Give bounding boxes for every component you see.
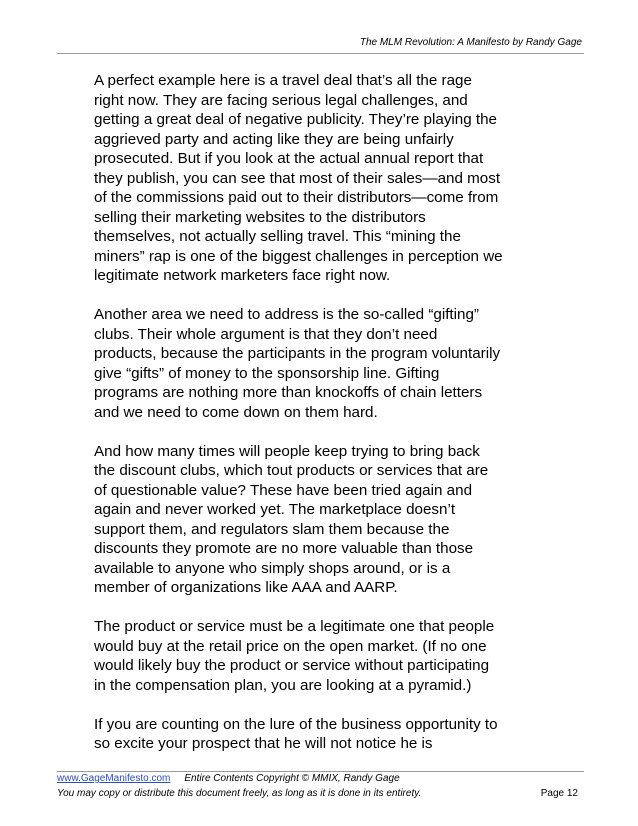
text-line: legitimate network marketers face right now. — [94, 267, 391, 284]
footer-top-line — [57, 773, 400, 784]
text-line: would likely buy the product or service without participating — [94, 657, 490, 674]
text-line: in the compensation plan, you are looking at a pyramid.) — [94, 676, 472, 694]
text-line: so excite your prospect that he will not notice he is — [94, 735, 433, 752]
text-line: themselves, not actually selling travel. This “mining the — [94, 228, 461, 245]
text-line: A perfect example here is a travel deal that’s all the rage — [94, 72, 472, 89]
distribution-notice: You may copy or distribute this document freely, as long as it is done in its entirety. — [57, 788, 422, 799]
text-line: they publish, you can see that most of their sales—and most — [94, 169, 501, 187]
text-line: miners” rap is one of the biggest challenges in perception we — [94, 247, 503, 265]
text-line: products, because the participants in the program voluntarily — [94, 345, 501, 362]
text-line: getting a great deal of negative publicity. They’re playing the — [94, 111, 498, 128]
website-link[interactable]: www.GageManifesto.com — [57, 773, 171, 784]
copyright-notice: Entire Contents Copyright © MMIX, Randy Gage — [184, 773, 400, 784]
text-line: Another area we need to address is the so-called “gifting” — [94, 306, 479, 323]
text-line: If you are counting on the lure of the business opportunity to — [94, 715, 498, 733]
text-line: support them, and regulators slam them because the — [94, 520, 450, 538]
text-line: selling their marketing websites to the distributors — [94, 208, 426, 226]
text-line: right now. They are facing serious legal challenges, and — [94, 91, 468, 109]
text-line: discounts they promote are no more valuable than those — [94, 540, 474, 557]
paragraph — [94, 71, 554, 286]
text-line: the discount clubs, which tout products or services that are — [94, 462, 489, 479]
text-line: And how many times will people keep trying to bring back — [94, 442, 480, 460]
text-line: member of organizations like AAA and AARP. — [94, 579, 398, 596]
text-line: programs are nothing more than knockoffs of chain letters — [94, 384, 483, 401]
text-line: would buy at the retail price on the open market. (If no one — [94, 637, 487, 655]
page-number: Page 12 — [540, 788, 578, 799]
text-line: of the commissions paid out to their distributors—come from — [94, 189, 499, 206]
text-line: prosecuted. But if you look at the actual annual report that — [94, 150, 484, 167]
running-header: The MLM Revolution: A Manifesto by Randy Gage — [359, 37, 582, 48]
text-line: clubs. Their whole argument is that they don’t need — [94, 325, 438, 343]
header-divider — [57, 53, 584, 54]
footer-divider — [57, 771, 584, 772]
text-line: give “gifts” of money to the sponsorship line. Gifting — [94, 364, 440, 382]
body-text — [94, 71, 554, 773]
paragraph — [94, 617, 554, 695]
text-line: available to anyone who simply shops around, or is a — [94, 559, 451, 577]
text-line: and we need to come down on them hard. — [94, 403, 378, 421]
paragraph — [94, 442, 554, 598]
paragraph — [94, 305, 554, 422]
text-line: aggrieved party and acting like they are being unfairly — [94, 130, 454, 148]
text-line: again and never worked yet. The marketplace doesn’t — [94, 501, 456, 518]
paragraph — [94, 715, 554, 754]
text-line: of questionable value? These have been tried again and — [94, 481, 473, 499]
text-line: The product or service must be a legitimate one that people — [94, 618, 495, 635]
